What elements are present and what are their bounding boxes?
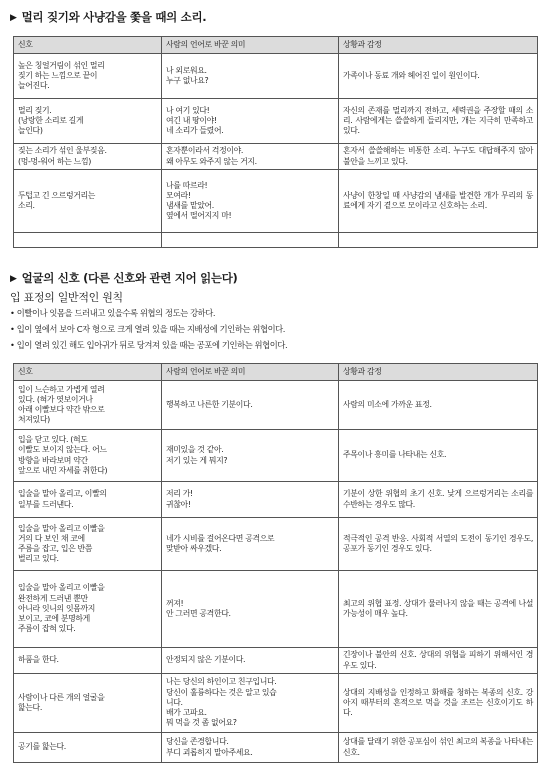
table-header-row bbox=[14, 37, 538, 54]
meaning-line: 꺼져! bbox=[166, 598, 184, 608]
table-row bbox=[14, 648, 538, 674]
meaning-line: 여긴 내 땅이야! bbox=[166, 115, 217, 125]
cell-signal bbox=[14, 99, 162, 144]
signal-line: 하품을 한다. bbox=[18, 655, 59, 665]
signal-line: 주름을 잡고, 입은 반쯤 bbox=[18, 544, 93, 553]
table-row bbox=[14, 170, 538, 233]
table-row bbox=[14, 99, 538, 144]
meaning-line: 맞받아 싸우겠다. bbox=[166, 544, 222, 553]
header-situation: 상황과 감정 bbox=[339, 37, 538, 54]
cell-signal bbox=[14, 381, 162, 430]
signal-line: 입이 느슨하고 가볍게 열려 bbox=[18, 384, 105, 394]
table-row bbox=[14, 571, 538, 648]
signal-line: 입을 닫고 있다. (혀도 bbox=[18, 435, 88, 445]
header-meaning: 사람의 언어로 바꾼 의미 bbox=[162, 364, 339, 381]
header-signal: 신호 bbox=[14, 364, 162, 381]
meaning-line: 냄새를 맡았어. bbox=[166, 201, 214, 210]
meaning-line: 당신을 존경합니다. bbox=[166, 737, 229, 747]
cell-meaning bbox=[162, 381, 339, 430]
table-row bbox=[14, 381, 538, 430]
signal-line: 핥는다. bbox=[18, 703, 42, 712]
signal-line: 멀리 짖기. bbox=[18, 105, 52, 115]
signal-line: 두텁고 긴 으르렁거리는 bbox=[18, 190, 96, 200]
signal-line: 있다. (혀가 엿보이거나 bbox=[18, 394, 93, 404]
meaning-line: 안정되지 않은 기분이다. bbox=[166, 655, 246, 665]
cell-situation: 가족이나 동료 개와 헤어진 일이 원인이다. bbox=[339, 54, 538, 99]
section2-subtitle: 입 표정의 일반적인 원칙 bbox=[10, 291, 123, 304]
cell-signal bbox=[14, 54, 162, 99]
meaning-line: 나를 따르라! bbox=[166, 180, 208, 190]
signal-line: 입술을 말아 올리고, 이빨의 bbox=[18, 489, 107, 499]
signal-line: (멍-멍-워어 하는 느낌) bbox=[18, 156, 91, 166]
signal-line: 입술을 말아 올리고 이빨을 bbox=[18, 523, 105, 533]
table-row bbox=[14, 144, 538, 170]
meaning-line: 당신이 훌륭하다는 것은 알고 있습 bbox=[166, 687, 277, 697]
cell-signal bbox=[14, 430, 162, 482]
cell-situation: 긴장이나 불안의 신호. 상대의 위협을 피하기 위해서인 경우도 있다. bbox=[339, 648, 538, 674]
meaning-line: 나는 당신의 하인이고 친구입니다. bbox=[166, 677, 277, 687]
meaning-line: 뭐 먹을 것 좀 없어요? bbox=[166, 718, 237, 728]
cell-meaning bbox=[162, 648, 339, 674]
meaning-line: 니다. bbox=[166, 697, 183, 707]
signal-line: 처져있다) bbox=[18, 415, 50, 425]
cell-meaning bbox=[162, 518, 339, 571]
cell-situation: 혼자서 쓸쓸해하는 비통한 소리. 누구도 대답해주지 않아 불안을 느끼고 있다. bbox=[339, 144, 538, 170]
signal-line: 아니라 잇니의 잇몸까지 bbox=[18, 603, 96, 613]
cell-signal bbox=[14, 482, 162, 518]
meaning-line: 저기 있는 게 뭐지? bbox=[166, 455, 228, 465]
meaning-line: 행복하고 나른한 기분이다. bbox=[166, 399, 253, 409]
signal-line: 늘어진다. bbox=[18, 81, 50, 91]
cell-situation: 자신의 존재를 멀리까지 전하고, 세력권을 주장할 때의 소리. 사람에게는 쓸쓸하게 들리지만, 개는 지극히 만족하고 있다. bbox=[339, 99, 538, 144]
cell-signal bbox=[14, 571, 162, 648]
signal-line: 높은 칭얼거림이 섞인 멀리 bbox=[18, 60, 105, 70]
signal-line: 아래 이빨보다 약간 밖으로 bbox=[18, 405, 105, 414]
section1-table bbox=[13, 36, 538, 248]
signal-line: 늘인다) bbox=[18, 126, 43, 136]
meaning-line: 안 그러면 공격한다. bbox=[166, 609, 231, 618]
header-situation: 상황과 감정 bbox=[339, 364, 538, 381]
signal-line: (낭랑한 소리로 길게 bbox=[18, 115, 84, 125]
cell-situation: 적극적인 공격 반응. 사회적 서열의 도전이 동기인 경우도, 공포가 동기인 경우도 있다. bbox=[339, 518, 538, 571]
signal-line: 벌리고 있다. bbox=[18, 554, 59, 564]
table-row bbox=[14, 518, 538, 571]
table-row bbox=[14, 430, 538, 482]
meaning-line: 네 소리가 들렸어. bbox=[166, 126, 224, 136]
cell-signal bbox=[14, 144, 162, 170]
signal-line: 짖는 소리가 섞인 울부짖음. bbox=[18, 146, 107, 156]
signal-line: 이빨도 보이지 않는다. 어느 bbox=[18, 445, 107, 455]
meaning-line: 누구 없나요? bbox=[166, 76, 209, 85]
cell-signal bbox=[14, 648, 162, 674]
meaning-line: 네가 시비를 걸어온다면 공격으로 bbox=[166, 533, 275, 543]
bullet-item: • 이빨이나 잇몸을 드러내고 있을수록 위협의 정도는 강하다. bbox=[10, 308, 216, 318]
signal-line: 소리. bbox=[18, 201, 35, 210]
cell-situation: 주목이나 흥미를 나타내는 신호. bbox=[339, 430, 538, 482]
signal-line: 입술을 말아 올리고 이빨을 bbox=[18, 583, 105, 593]
signal-line: 짖기 하는 느낌으로 끝이 bbox=[18, 70, 98, 80]
cell-signal bbox=[14, 170, 162, 233]
empty-cell bbox=[339, 233, 538, 248]
cell-meaning bbox=[162, 733, 339, 763]
meaning-line: 귀찮아! bbox=[166, 499, 191, 509]
empty-row bbox=[14, 233, 538, 248]
cell-meaning bbox=[162, 144, 339, 170]
cell-signal bbox=[14, 733, 162, 763]
signal-line: 공기를 핥는다. bbox=[18, 742, 66, 752]
cell-signal bbox=[14, 518, 162, 571]
signal-line: 일부를 드러낸다. bbox=[18, 499, 74, 509]
cell-meaning bbox=[162, 99, 339, 144]
cell-situation: 사냥이 한창일 때 사냥감의 냄새를 발견한 개가 무리의 동료에게 자기 곁으로 모이라고 신호하는 소리. bbox=[339, 170, 538, 233]
cell-situation: 최고의 위협 표정. 상대가 물러나지 않을 때는 공격에 나설 가능성이 매우 높다. bbox=[339, 571, 538, 648]
section2-table bbox=[13, 363, 538, 763]
signal-line: 앞으로 내민 자세를 취한다) bbox=[18, 465, 108, 475]
table-row bbox=[14, 54, 538, 99]
cell-meaning bbox=[162, 571, 339, 648]
table-row bbox=[14, 674, 538, 733]
meaning-line: 모여라! bbox=[166, 190, 191, 200]
meaning-line: 옆에서 떨어지지 마! bbox=[166, 211, 232, 221]
header-signal: 신호 bbox=[14, 37, 162, 54]
cell-meaning bbox=[162, 482, 339, 518]
section1-title: ▶ 멀리 짖기와 사냥감을 쫓을 때의 소리. bbox=[10, 10, 207, 24]
meaning-line: 왜 아무도 와주지 않는 거지. bbox=[166, 156, 257, 166]
bullet-item: • 입이 옆에서 보아 C자 형으로 크게 열려 있을 때는 지배성에 기인하는 위협이다. bbox=[10, 324, 286, 334]
signal-line: 완전하게 드러낸 뿐만 bbox=[18, 593, 88, 603]
empty-cell bbox=[162, 233, 339, 248]
signal-line: 거의 다 보인 채 코에 bbox=[18, 533, 85, 543]
bullet-item: • 입이 열려 있긴 해도 입아귀가 뒤로 당겨져 있을 때는 공포에 기인하는 위협이다. bbox=[10, 340, 288, 350]
triangle-bullet-icon: ▶ bbox=[10, 274, 17, 284]
signal-line: 사람이나 다른 개의 얼굴을 bbox=[18, 692, 105, 702]
cell-situation: 기분이 상한 위협의 초기 신호. 낮게 으르렁거리는 소리를 수반하는 경우도 많다. bbox=[339, 482, 538, 518]
signal-line: 방향을 바라보며 약간 bbox=[18, 455, 88, 465]
cell-situation: 사람의 미소에 가까운 표정. bbox=[339, 381, 538, 430]
triangle-bullet-icon: ▶ bbox=[10, 13, 17, 23]
signal-line: 주름이 잡혀 있다. bbox=[18, 624, 76, 634]
cell-signal bbox=[14, 674, 162, 733]
cell-situation: 상대를 달래기 위한 공포심이 섞인 최고의 복종을 나타내는 신호. bbox=[339, 733, 538, 763]
meaning-line: 혼자뿐이라서 걱정이야. bbox=[166, 146, 244, 156]
cell-situation: 상대의 지배성을 인정하고 화해를 청하는 복종의 신호. 강아지 때부터의 흔적으로 먹을 것을 조르는 신호이기도 하다. bbox=[339, 674, 538, 733]
meaning-line: 배가 고파요. bbox=[166, 708, 207, 718]
empty-cell bbox=[14, 233, 162, 248]
header-meaning: 사람의 언어로 바꾼 의미 bbox=[162, 37, 339, 54]
meaning-line: 재미있을 것 같아. bbox=[166, 445, 224, 455]
table-header-row bbox=[14, 364, 538, 381]
signal-line: 보이고, 코에 분명하게 bbox=[18, 614, 90, 624]
cell-meaning bbox=[162, 430, 339, 482]
section2-title: ▶ 얼굴의 신호 (다른 신호와 관련 지어 읽는다) bbox=[10, 271, 238, 285]
meaning-line: 나 여기 있다! bbox=[166, 105, 210, 115]
meaning-line: 부디 괴롭히지 말아주세요. bbox=[166, 747, 253, 757]
cell-meaning bbox=[162, 54, 339, 99]
table-row bbox=[14, 733, 538, 763]
table-row bbox=[14, 482, 538, 518]
meaning-line: 나 외로워요. bbox=[166, 65, 207, 75]
meaning-line: 저리 가! bbox=[166, 489, 193, 499]
cell-meaning bbox=[162, 170, 339, 233]
cell-meaning bbox=[162, 674, 339, 733]
